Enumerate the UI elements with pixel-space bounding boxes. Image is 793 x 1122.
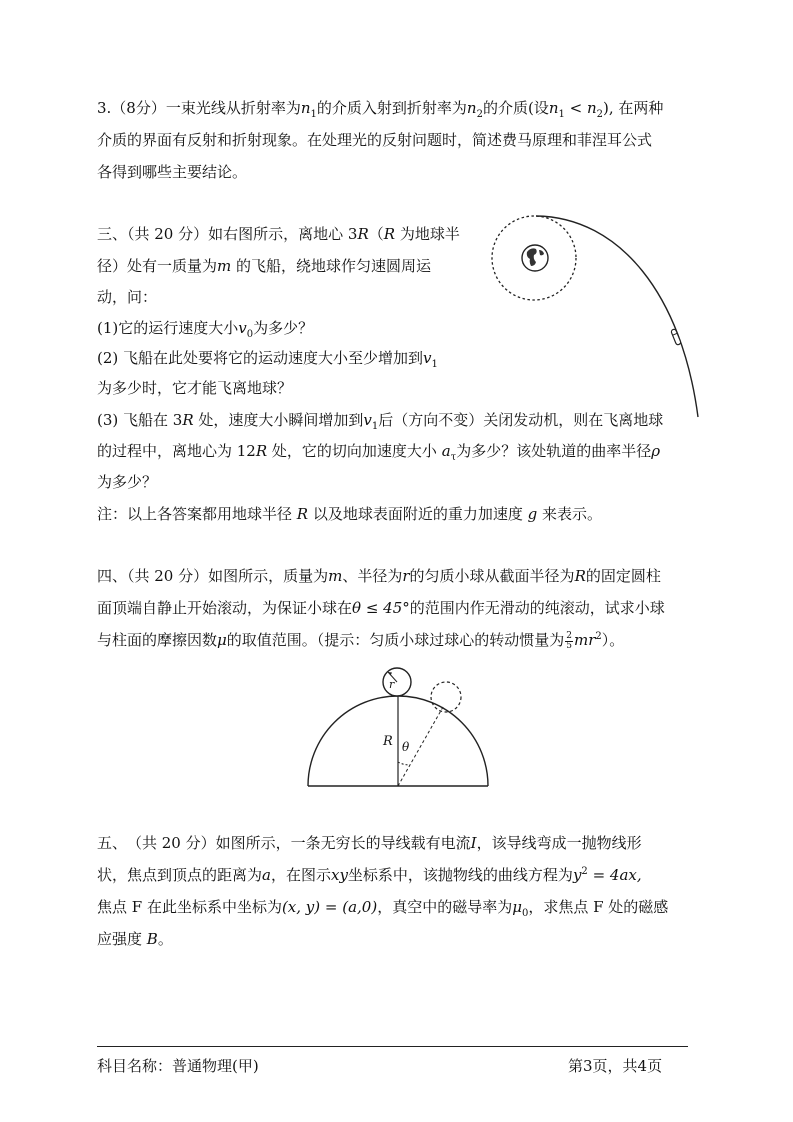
q3-line-3: 各得到哪些主要结论。	[97, 163, 248, 181]
fraction-2-5: $\frac{2}{5}$	[566, 630, 573, 651]
ball-rolled	[431, 682, 461, 712]
q-four-line-3: 与柱面的摩擦因数μ的取值范围。（提示：匀质小球过球心的转动惯量为 $\frac{2}{5}$ $mr^2$）。	[97, 630, 625, 651]
q-five-line-4: 应强度 B。	[97, 930, 173, 948]
q3-line-2: 介质的界面有反射和折射现象。在处理光的反射问题时，简述费马原理和菲涅耳公式	[97, 131, 653, 149]
q-three-line-6: 为多少时，它才能飞离地球？	[97, 379, 293, 397]
q-four-line-1: 四、（共 20 分）如图所示，质量为m、半径为r的匀质小球从截面半径为R的固定圆柱	[97, 567, 661, 585]
footer-page-number: 第3页，共4页	[568, 1057, 663, 1075]
q-three-line-5: (2) 飞船在此处要将它的运动速度大小至少增加到$v_1$	[97, 349, 438, 370]
footer-rule	[97, 1046, 688, 1047]
q-five-line-2: 状，焦点到顶点的距离为a，在图示xy坐标系中，该抛物线的曲线方程为$y^2 = 4ax$,	[97, 866, 642, 884]
label-R: R	[383, 734, 393, 749]
label-theta: θ	[402, 740, 410, 754]
footer-subject: 科目名称：普通物理(甲)	[97, 1057, 259, 1075]
earth-icon	[522, 245, 548, 271]
label-r: r	[389, 678, 395, 691]
q-three-line-7: (3) 飞船在 3R 处，速度大小瞬间增加到$v_1$后（方向不变）关闭发动机，则在飞离地球	[97, 411, 664, 432]
escape-trajectory	[536, 216, 698, 417]
q3-line-1: 3.（8分）一束光线从折射率为$n_1$的介质入射到折射率为$n_2$的介质(设$n_1 < n_2$), 在两种	[97, 99, 664, 120]
cylinder-figure	[300, 660, 500, 790]
q-three-line-1: 三、（共 20 分）如右图所示，离地心 3R（R 为地球半	[97, 225, 460, 243]
q-five-line-1: 五、 （共 20 分）如图所示，一条无穷长的导线载有电流I，该导线弯成一抛物线形	[97, 834, 642, 852]
angle-arc	[398, 762, 410, 765]
q-three-line-2: 径）处有一质量为m 的飞船，绕地球作匀速圆周运	[97, 257, 432, 275]
q-five-line-3: 焦点 F 在此坐标系中坐标为(x, y) = (a,0)，真空中的磁导率为$\mu_0$，求焦点 F 处的磁感	[97, 898, 669, 919]
orbit-figure	[480, 205, 710, 420]
q-four-line-2: 面顶端自静止开始滚动，为保证小球在θ ≤ 45°的范围内作无滑动的纯滚动，试求小球	[97, 599, 665, 617]
q-three-line-8: 的过程中，离地心为 12R 处，它的切向加速度大小 $a_\tau$为多少？该处轨道的曲率半径ρ	[97, 442, 661, 463]
q-three-line-4: (1)它的运行速度大小$v_0$为多少？	[97, 319, 314, 340]
q-three-line-9: 为多少？	[97, 473, 158, 491]
q-three-note: 注：以上各答案都用地球半径 R 以及地球表面附近的重力加速度 g 来表示。	[97, 505, 603, 523]
q-three-line-3: 动，问：	[97, 288, 158, 306]
